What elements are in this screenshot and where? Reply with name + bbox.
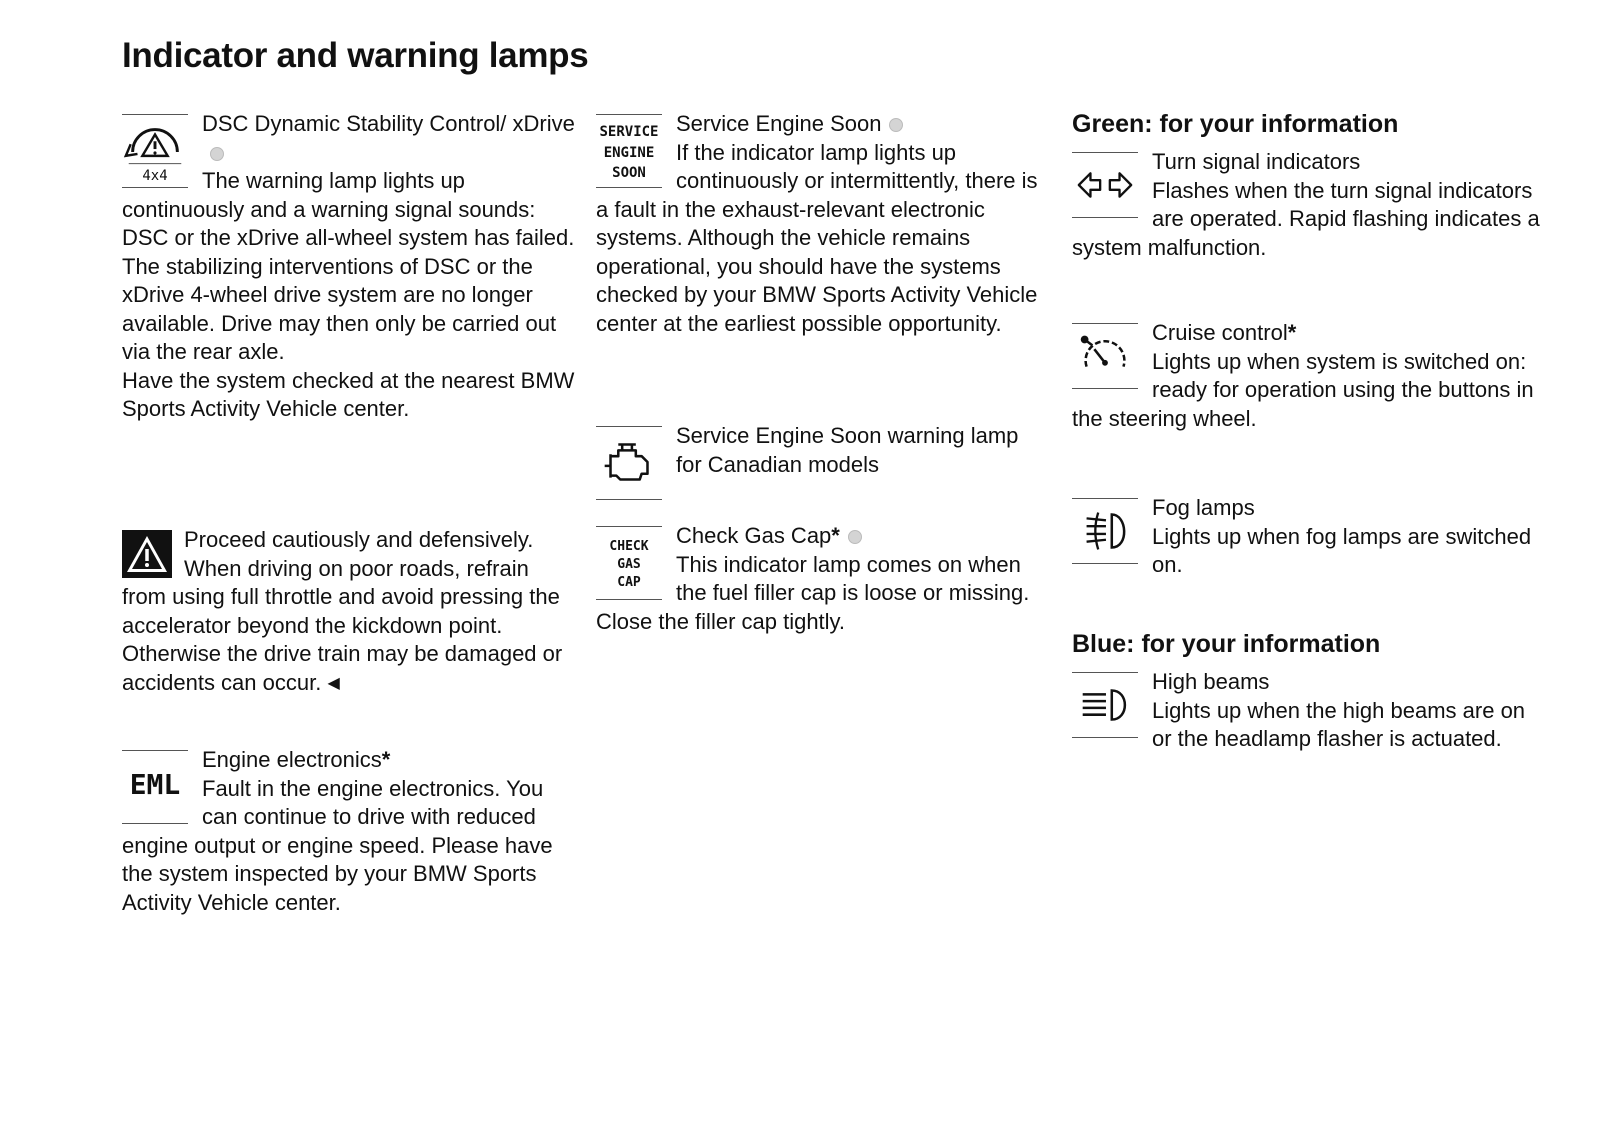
service-heading-text: Service Engine Soon [676, 111, 882, 136]
dsc-body-2: The stabilizing interventions of DSC or the xDrive 4-wheel drive system are no longer available. Drive may then only be carried out via the rear axle. [122, 253, 557, 364]
gascap-icon-line2: GAS [617, 557, 641, 572]
service-icon-line1: SERVICE [599, 124, 659, 140]
service-engine-entry [596, 110, 1042, 338]
status-dot-icon [848, 530, 862, 544]
dsc-icon-label: 4x4 [142, 168, 168, 184]
dsc-heading [122, 110, 578, 167]
page-title: Indicator and warning lamps [122, 36, 589, 75]
warning-triangle-icon [122, 530, 172, 578]
caution-note [122, 526, 578, 698]
back-arrow-icon: ◀ [327, 674, 340, 692]
caution-text: Proceed cautiously and defensively. When driving on poor roads, refrain from using full throttle and avoid pressing the accelerator beyond the kickdown point. Otherwise the drive train may be damaged or accidents can occur. [122, 527, 563, 695]
eml-icon [122, 750, 188, 824]
gascap-heading [596, 522, 1042, 554]
service-icon-line3: SOON [612, 165, 646, 181]
fog-lamps-entry [1072, 494, 1540, 580]
canada-entry [596, 422, 1042, 504]
gascap-icon-line3: CAP [617, 575, 641, 590]
eml-star: * [381, 747, 391, 772]
high-beam-icon [1072, 672, 1138, 738]
dsc-body-3: Have the system checked at the nearest BMW Sports Activity Vehicle center. [122, 367, 575, 421]
turn-heading: Turn signal indicators [1152, 149, 1361, 174]
service-engine-soon-icon [596, 114, 662, 188]
dsc-heading-text: DSC Dynamic Stability Control/ xDrive [202, 111, 575, 136]
eml-icon-label: EML [129, 768, 181, 801]
dsc-xdrive-icon [122, 114, 188, 188]
canada-heading: Service Engine Soon warning lamp for Canadian models [676, 423, 1019, 477]
service-icon-line2: ENGINE [603, 145, 655, 161]
status-dot-icon [889, 118, 903, 132]
gas-cap-entry [596, 522, 1042, 636]
dsc-entry [122, 110, 578, 424]
cruise-control-entry [1072, 319, 1540, 433]
cruise-star: * [1287, 320, 1297, 345]
engine-check-icon [596, 426, 662, 500]
gascap-star: * [831, 523, 840, 548]
eml-heading-text: Engine electronics [202, 747, 382, 772]
green-section-heading: Green: for your information [1072, 110, 1399, 138]
cruise-heading-text: Cruise control [1152, 320, 1288, 345]
blue-section-heading: Blue: for your information [1072, 630, 1381, 658]
gascap-icon-line1: CHECK [609, 539, 649, 554]
eml-heading [122, 746, 578, 775]
turn-signal-entry [1072, 148, 1540, 262]
cruise-body: Lights up when system is switched on: ready for operation using the buttons in the steering wheel. [1072, 348, 1534, 431]
cruise-control-icon [1072, 323, 1138, 389]
dsc-body: The warning lamp lights up continuously and a warning signal sounds: DSC or the xDrive all-wheel system has failed. [122, 168, 575, 250]
fog-lamp-icon [1072, 498, 1138, 564]
fog-heading: Fog lamps [1152, 495, 1255, 520]
turn-signal-icon [1072, 152, 1138, 218]
fog-body: Lights up when fog lamps are switched on. [1152, 523, 1532, 577]
cruise-heading [1072, 319, 1540, 348]
gascap-body-2: Close the filler cap tightly. [596, 608, 846, 634]
service-heading [596, 110, 1042, 139]
gascap-body: This indicator lamp comes on when the fuel filler cap is loose or missing. [676, 551, 1030, 605]
gascap-heading-text: Check Gas Cap [676, 523, 832, 548]
turn-body: Flashes when the turn signal indicators are operated. Rapid flashing indicates a system malfunction. [1072, 177, 1540, 260]
eml-entry [122, 746, 578, 917]
high-beams-entry [1072, 668, 1540, 754]
status-dot-icon [210, 147, 224, 161]
high-heading: High beams [1152, 669, 1270, 694]
high-body: Lights up when the high beams are on or the headlamp flasher is actuated. [1152, 697, 1526, 751]
caution-text-wrap [122, 526, 578, 698]
check-gas-cap-icon [596, 526, 662, 600]
eml-body: Fault in the engine electronics. You can continue to drive with reduced engine output or engine speed. Please have the system inspected by your BMW Sports Activity Vehicle center. [122, 775, 553, 915]
service-body: If the indicator lamp lights up continuously or intermittently, there is a fault in the exhaust-relevant electronic systems. Although the vehicle remains operational, you should have the systems checked by your BMW Sports Activity Vehicle center at the earliest possible opportunity. [596, 139, 1038, 336]
